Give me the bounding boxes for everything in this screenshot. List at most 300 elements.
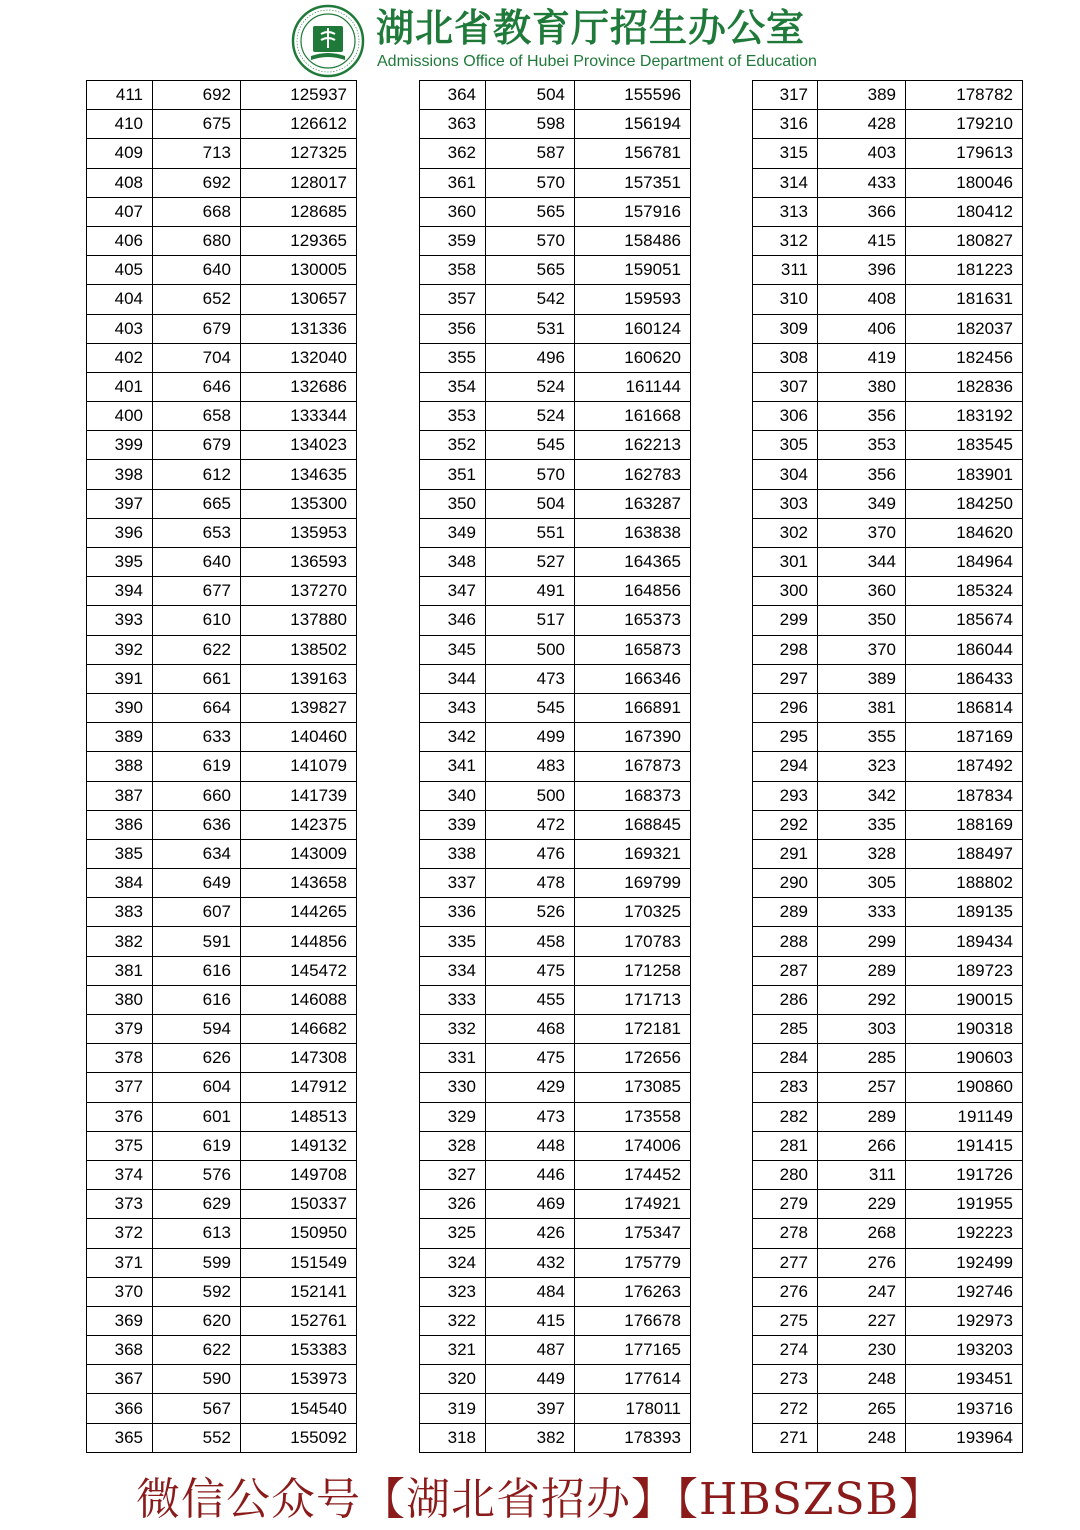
table-row bbox=[87, 1160, 357, 1189]
table-row bbox=[420, 752, 691, 781]
cumulative-cell: 186433 bbox=[906, 664, 1023, 693]
count-cell: 381 bbox=[818, 693, 906, 722]
table-row bbox=[753, 402, 1023, 431]
score-cell: 410 bbox=[87, 110, 153, 139]
cumulative-cell: 157916 bbox=[575, 197, 691, 226]
table-row bbox=[753, 489, 1023, 518]
cumulative-cell: 166346 bbox=[575, 664, 691, 693]
cumulative-cell: 146682 bbox=[241, 1015, 357, 1044]
score-cell: 368 bbox=[87, 1336, 153, 1365]
score-cell: 341 bbox=[420, 752, 486, 781]
count-cell: 604 bbox=[153, 1073, 241, 1102]
office-title-chinese: 湖北省教育厅招生办公室 bbox=[376, 6, 806, 50]
score-cell: 389 bbox=[87, 723, 153, 752]
cumulative-cell: 128017 bbox=[241, 168, 357, 197]
cumulative-cell: 184250 bbox=[906, 489, 1023, 518]
count-cell: 491 bbox=[486, 577, 575, 606]
table-row bbox=[753, 1160, 1023, 1189]
table-row bbox=[753, 1277, 1023, 1306]
score-cell: 331 bbox=[420, 1044, 486, 1073]
table-row bbox=[87, 285, 357, 314]
cumulative-cell: 149132 bbox=[241, 1131, 357, 1160]
cumulative-cell: 132686 bbox=[241, 372, 357, 401]
count-cell: 266 bbox=[818, 1131, 906, 1160]
score-cell: 276 bbox=[753, 1277, 818, 1306]
table-row bbox=[753, 577, 1023, 606]
cumulative-cell: 175779 bbox=[575, 1248, 691, 1277]
cumulative-cell: 180412 bbox=[906, 197, 1023, 226]
score-cell: 345 bbox=[420, 635, 486, 664]
score-cell: 274 bbox=[753, 1336, 818, 1365]
count-cell: 592 bbox=[153, 1277, 241, 1306]
table-row bbox=[753, 1306, 1023, 1335]
count-cell: 349 bbox=[818, 489, 906, 518]
cumulative-cell: 185674 bbox=[906, 606, 1023, 635]
count-cell: 487 bbox=[486, 1336, 575, 1365]
count-cell: 333 bbox=[818, 898, 906, 927]
table-row bbox=[420, 431, 691, 460]
table-row bbox=[753, 518, 1023, 547]
score-cell: 405 bbox=[87, 256, 153, 285]
score-cell: 397 bbox=[87, 489, 153, 518]
cumulative-cell: 127325 bbox=[241, 139, 357, 168]
table-row bbox=[87, 956, 357, 985]
cumulative-cell: 137880 bbox=[241, 606, 357, 635]
count-cell: 551 bbox=[486, 518, 575, 547]
score-cell: 334 bbox=[420, 956, 486, 985]
table-row bbox=[753, 1131, 1023, 1160]
count-cell: 389 bbox=[818, 664, 906, 693]
count-cell: 285 bbox=[818, 1044, 906, 1073]
cumulative-cell: 133344 bbox=[241, 402, 357, 431]
count-cell: 640 bbox=[153, 256, 241, 285]
table-row bbox=[87, 1044, 357, 1073]
table-row bbox=[87, 985, 357, 1014]
table-row bbox=[753, 460, 1023, 489]
cumulative-cell: 128685 bbox=[241, 197, 357, 226]
score-cell: 296 bbox=[753, 693, 818, 722]
count-cell: 542 bbox=[486, 285, 575, 314]
score-cell: 293 bbox=[753, 781, 818, 810]
table-row bbox=[87, 226, 357, 255]
count-cell: 356 bbox=[818, 460, 906, 489]
count-cell: 429 bbox=[486, 1073, 575, 1102]
score-cell: 367 bbox=[87, 1365, 153, 1394]
cumulative-cell: 178393 bbox=[575, 1423, 691, 1452]
score-cell: 317 bbox=[753, 81, 818, 110]
count-cell: 292 bbox=[818, 985, 906, 1014]
score-cell: 379 bbox=[87, 1015, 153, 1044]
table-row bbox=[87, 1219, 357, 1248]
table-row bbox=[753, 927, 1023, 956]
score-cell: 370 bbox=[87, 1277, 153, 1306]
table-row bbox=[87, 1394, 357, 1423]
count-cell: 382 bbox=[486, 1423, 575, 1452]
count-cell: 328 bbox=[818, 839, 906, 868]
cumulative-cell: 176678 bbox=[575, 1306, 691, 1335]
table-row bbox=[753, 985, 1023, 1014]
cumulative-cell: 192223 bbox=[906, 1219, 1023, 1248]
cumulative-cell: 180046 bbox=[906, 168, 1023, 197]
score-cell: 391 bbox=[87, 664, 153, 693]
count-cell: 353 bbox=[818, 431, 906, 460]
table-row bbox=[420, 197, 691, 226]
table-row bbox=[87, 314, 357, 343]
table-row bbox=[753, 1248, 1023, 1277]
cumulative-cell: 188169 bbox=[906, 810, 1023, 839]
table-row bbox=[420, 168, 691, 197]
cumulative-cell: 188802 bbox=[906, 869, 1023, 898]
score-cell: 390 bbox=[87, 693, 153, 722]
office-title-english: Admissions Office of Hubei Province Department of Education bbox=[377, 53, 817, 70]
count-cell: 484 bbox=[486, 1277, 575, 1306]
count-cell: 478 bbox=[486, 869, 575, 898]
cumulative-cell: 183901 bbox=[906, 460, 1023, 489]
table-row bbox=[753, 1015, 1023, 1044]
cumulative-cell: 176263 bbox=[575, 1277, 691, 1306]
score-cell: 360 bbox=[420, 197, 486, 226]
score-cell: 283 bbox=[753, 1073, 818, 1102]
table-row bbox=[87, 1190, 357, 1219]
cumulative-cell: 162213 bbox=[575, 431, 691, 460]
table-row bbox=[420, 664, 691, 693]
score-cell: 351 bbox=[420, 460, 486, 489]
cumulative-cell: 147308 bbox=[241, 1044, 357, 1073]
table-row bbox=[87, 927, 357, 956]
score-cell: 402 bbox=[87, 343, 153, 372]
count-cell: 305 bbox=[818, 869, 906, 898]
score-table-column-1 bbox=[86, 80, 357, 1453]
cumulative-cell: 144856 bbox=[241, 927, 357, 956]
count-cell: 677 bbox=[153, 577, 241, 606]
cumulative-cell: 144265 bbox=[241, 898, 357, 927]
cumulative-cell: 161144 bbox=[575, 372, 691, 401]
cumulative-cell: 157351 bbox=[575, 168, 691, 197]
cumulative-cell: 156194 bbox=[575, 110, 691, 139]
score-cell: 308 bbox=[753, 343, 818, 372]
cumulative-cell: 188497 bbox=[906, 839, 1023, 868]
table-row bbox=[753, 1365, 1023, 1394]
table-row bbox=[753, 372, 1023, 401]
score-cell: 401 bbox=[87, 372, 153, 401]
count-cell: 475 bbox=[486, 1044, 575, 1073]
cumulative-cell: 193716 bbox=[906, 1394, 1023, 1423]
table-row bbox=[420, 1102, 691, 1131]
score-cell: 385 bbox=[87, 839, 153, 868]
cumulative-cell: 193451 bbox=[906, 1365, 1023, 1394]
score-cell: 322 bbox=[420, 1306, 486, 1335]
score-cell: 400 bbox=[87, 402, 153, 431]
count-cell: 619 bbox=[153, 752, 241, 781]
table-row bbox=[87, 781, 357, 810]
cumulative-cell: 139827 bbox=[241, 693, 357, 722]
table-row bbox=[87, 664, 357, 693]
score-cell: 326 bbox=[420, 1190, 486, 1219]
cumulative-cell: 193203 bbox=[906, 1336, 1023, 1365]
cumulative-cell: 186814 bbox=[906, 693, 1023, 722]
score-cell: 332 bbox=[420, 1015, 486, 1044]
count-cell: 626 bbox=[153, 1044, 241, 1073]
count-cell: 276 bbox=[818, 1248, 906, 1277]
count-cell: 591 bbox=[153, 927, 241, 956]
cumulative-cell: 138502 bbox=[241, 635, 357, 664]
count-cell: 396 bbox=[818, 256, 906, 285]
count-cell: 458 bbox=[486, 927, 575, 956]
cumulative-cell: 140460 bbox=[241, 723, 357, 752]
count-cell: 380 bbox=[818, 372, 906, 401]
count-cell: 342 bbox=[818, 781, 906, 810]
table-row bbox=[87, 343, 357, 372]
score-cell: 374 bbox=[87, 1160, 153, 1189]
table-row bbox=[753, 285, 1023, 314]
score-cell: 273 bbox=[753, 1365, 818, 1394]
score-cell: 392 bbox=[87, 635, 153, 664]
table-row bbox=[87, 110, 357, 139]
cumulative-cell: 126612 bbox=[241, 110, 357, 139]
table-row bbox=[420, 460, 691, 489]
count-cell: 622 bbox=[153, 1336, 241, 1365]
table-row bbox=[420, 314, 691, 343]
count-cell: 344 bbox=[818, 548, 906, 577]
cumulative-cell: 141079 bbox=[241, 752, 357, 781]
score-cell: 357 bbox=[420, 285, 486, 314]
cumulative-cell: 163287 bbox=[575, 489, 691, 518]
cumulative-cell: 146088 bbox=[241, 985, 357, 1014]
score-cell: 404 bbox=[87, 285, 153, 314]
table-row bbox=[753, 810, 1023, 839]
score-cell: 406 bbox=[87, 226, 153, 255]
cumulative-cell: 159051 bbox=[575, 256, 691, 285]
cumulative-cell: 134635 bbox=[241, 460, 357, 489]
table-row bbox=[420, 372, 691, 401]
cumulative-cell: 173558 bbox=[575, 1102, 691, 1131]
cumulative-cell: 189434 bbox=[906, 927, 1023, 956]
count-cell: 661 bbox=[153, 664, 241, 693]
score-cell: 384 bbox=[87, 869, 153, 898]
cumulative-cell: 174921 bbox=[575, 1190, 691, 1219]
count-cell: 570 bbox=[486, 168, 575, 197]
table-row bbox=[420, 81, 691, 110]
count-cell: 692 bbox=[153, 81, 241, 110]
score-cell: 277 bbox=[753, 1248, 818, 1277]
table-row bbox=[753, 139, 1023, 168]
count-cell: 587 bbox=[486, 139, 575, 168]
cumulative-cell: 171258 bbox=[575, 956, 691, 985]
count-cell: 570 bbox=[486, 460, 575, 489]
table-row bbox=[753, 752, 1023, 781]
cumulative-cell: 129365 bbox=[241, 226, 357, 255]
count-cell: 629 bbox=[153, 1190, 241, 1219]
table-row bbox=[420, 839, 691, 868]
score-cell: 387 bbox=[87, 781, 153, 810]
table-row bbox=[753, 869, 1023, 898]
count-cell: 370 bbox=[818, 518, 906, 547]
cumulative-cell: 150337 bbox=[241, 1190, 357, 1219]
score-cell: 289 bbox=[753, 898, 818, 927]
score-cell: 311 bbox=[753, 256, 818, 285]
table-row bbox=[87, 548, 357, 577]
cumulative-cell: 155092 bbox=[241, 1423, 357, 1452]
table-row bbox=[87, 489, 357, 518]
count-cell: 565 bbox=[486, 197, 575, 226]
table-row bbox=[753, 343, 1023, 372]
score-cell: 336 bbox=[420, 898, 486, 927]
score-table-body bbox=[753, 81, 1023, 1453]
count-cell: 660 bbox=[153, 781, 241, 810]
count-cell: 419 bbox=[818, 343, 906, 372]
count-cell: 680 bbox=[153, 226, 241, 255]
table-row bbox=[420, 489, 691, 518]
table-row bbox=[420, 1277, 691, 1306]
table-row bbox=[420, 1044, 691, 1073]
table-row bbox=[420, 256, 691, 285]
score-cell: 321 bbox=[420, 1336, 486, 1365]
score-cell: 333 bbox=[420, 985, 486, 1014]
table-row bbox=[420, 226, 691, 255]
score-cell: 297 bbox=[753, 664, 818, 693]
cumulative-cell: 170783 bbox=[575, 927, 691, 956]
cumulative-cell: 132040 bbox=[241, 343, 357, 372]
count-cell: 619 bbox=[153, 1131, 241, 1160]
score-cell: 354 bbox=[420, 372, 486, 401]
score-cell: 352 bbox=[420, 431, 486, 460]
cumulative-cell: 174006 bbox=[575, 1131, 691, 1160]
count-cell: 335 bbox=[818, 810, 906, 839]
cumulative-cell: 160620 bbox=[575, 343, 691, 372]
count-cell: 679 bbox=[153, 431, 241, 460]
score-cell: 359 bbox=[420, 226, 486, 255]
score-cell: 318 bbox=[420, 1423, 486, 1452]
table-row bbox=[420, 1365, 691, 1394]
score-cell: 411 bbox=[87, 81, 153, 110]
wechat-footer: 微信公众号【湖北省招办】【HBSZSB】 bbox=[136, 1474, 944, 1525]
score-cell: 310 bbox=[753, 285, 818, 314]
cumulative-cell: 166891 bbox=[575, 693, 691, 722]
count-cell: 455 bbox=[486, 985, 575, 1014]
count-cell: 230 bbox=[818, 1336, 906, 1365]
table-row bbox=[753, 81, 1023, 110]
table-row bbox=[87, 1248, 357, 1277]
score-cell: 407 bbox=[87, 197, 153, 226]
count-cell: 473 bbox=[486, 1102, 575, 1131]
table-row bbox=[87, 1015, 357, 1044]
count-cell: 601 bbox=[153, 1102, 241, 1131]
score-cell: 278 bbox=[753, 1219, 818, 1248]
cumulative-cell: 134023 bbox=[241, 431, 357, 460]
score-cell: 363 bbox=[420, 110, 486, 139]
cumulative-cell: 192499 bbox=[906, 1248, 1023, 1277]
score-cell: 299 bbox=[753, 606, 818, 635]
table-row bbox=[753, 606, 1023, 635]
score-cell: 314 bbox=[753, 168, 818, 197]
cumulative-cell: 153383 bbox=[241, 1336, 357, 1365]
cumulative-cell: 187834 bbox=[906, 781, 1023, 810]
cumulative-cell: 192973 bbox=[906, 1306, 1023, 1335]
score-cell: 298 bbox=[753, 635, 818, 664]
cumulative-cell: 182037 bbox=[906, 314, 1023, 343]
count-cell: 567 bbox=[153, 1394, 241, 1423]
cumulative-cell: 150950 bbox=[241, 1219, 357, 1248]
score-cell: 358 bbox=[420, 256, 486, 285]
count-cell: 473 bbox=[486, 664, 575, 693]
table-row bbox=[87, 81, 357, 110]
score-cell: 386 bbox=[87, 810, 153, 839]
count-cell: 432 bbox=[486, 1248, 575, 1277]
table-row bbox=[87, 402, 357, 431]
score-cell: 319 bbox=[420, 1394, 486, 1423]
cumulative-cell: 170325 bbox=[575, 898, 691, 927]
table-row bbox=[420, 723, 691, 752]
score-cell: 347 bbox=[420, 577, 486, 606]
table-row bbox=[420, 810, 691, 839]
count-cell: 350 bbox=[818, 606, 906, 635]
score-cell: 286 bbox=[753, 985, 818, 1014]
cumulative-cell: 178011 bbox=[575, 1394, 691, 1423]
count-cell: 616 bbox=[153, 985, 241, 1014]
cumulative-cell: 160124 bbox=[575, 314, 691, 343]
score-cell: 364 bbox=[420, 81, 486, 110]
score-cell: 280 bbox=[753, 1160, 818, 1189]
count-cell: 599 bbox=[153, 1248, 241, 1277]
count-cell: 268 bbox=[818, 1219, 906, 1248]
count-cell: 527 bbox=[486, 548, 575, 577]
count-cell: 594 bbox=[153, 1015, 241, 1044]
table-row bbox=[87, 431, 357, 460]
score-cell: 323 bbox=[420, 1277, 486, 1306]
cumulative-cell: 181223 bbox=[906, 256, 1023, 285]
count-cell: 257 bbox=[818, 1073, 906, 1102]
count-cell: 406 bbox=[818, 314, 906, 343]
count-cell: 652 bbox=[153, 285, 241, 314]
table-row bbox=[87, 810, 357, 839]
cumulative-cell: 135300 bbox=[241, 489, 357, 518]
table-row bbox=[753, 1336, 1023, 1365]
count-cell: 613 bbox=[153, 1219, 241, 1248]
count-cell: 531 bbox=[486, 314, 575, 343]
score-cell: 349 bbox=[420, 518, 486, 547]
count-cell: 552 bbox=[153, 1423, 241, 1452]
table-row bbox=[420, 1306, 691, 1335]
score-table-body bbox=[420, 81, 691, 1453]
table-row bbox=[753, 839, 1023, 868]
count-cell: 448 bbox=[486, 1131, 575, 1160]
cumulative-cell: 152141 bbox=[241, 1277, 357, 1306]
cumulative-cell: 187492 bbox=[906, 752, 1023, 781]
cumulative-cell: 174452 bbox=[575, 1160, 691, 1189]
table-row bbox=[753, 548, 1023, 577]
score-cell: 343 bbox=[420, 693, 486, 722]
table-row bbox=[753, 1073, 1023, 1102]
table-row bbox=[420, 606, 691, 635]
cumulative-cell: 130005 bbox=[241, 256, 357, 285]
cumulative-cell: 135953 bbox=[241, 518, 357, 547]
table-row bbox=[87, 898, 357, 927]
score-cell: 294 bbox=[753, 752, 818, 781]
table-row bbox=[87, 518, 357, 547]
cumulative-cell: 178782 bbox=[906, 81, 1023, 110]
table-row bbox=[420, 635, 691, 664]
score-cell: 316 bbox=[753, 110, 818, 139]
cumulative-cell: 151549 bbox=[241, 1248, 357, 1277]
table-row bbox=[420, 781, 691, 810]
count-cell: 428 bbox=[818, 110, 906, 139]
score-cell: 355 bbox=[420, 343, 486, 372]
score-cell: 324 bbox=[420, 1248, 486, 1277]
table-row bbox=[753, 314, 1023, 343]
count-cell: 649 bbox=[153, 869, 241, 898]
score-cell: 339 bbox=[420, 810, 486, 839]
table-row bbox=[753, 197, 1023, 226]
